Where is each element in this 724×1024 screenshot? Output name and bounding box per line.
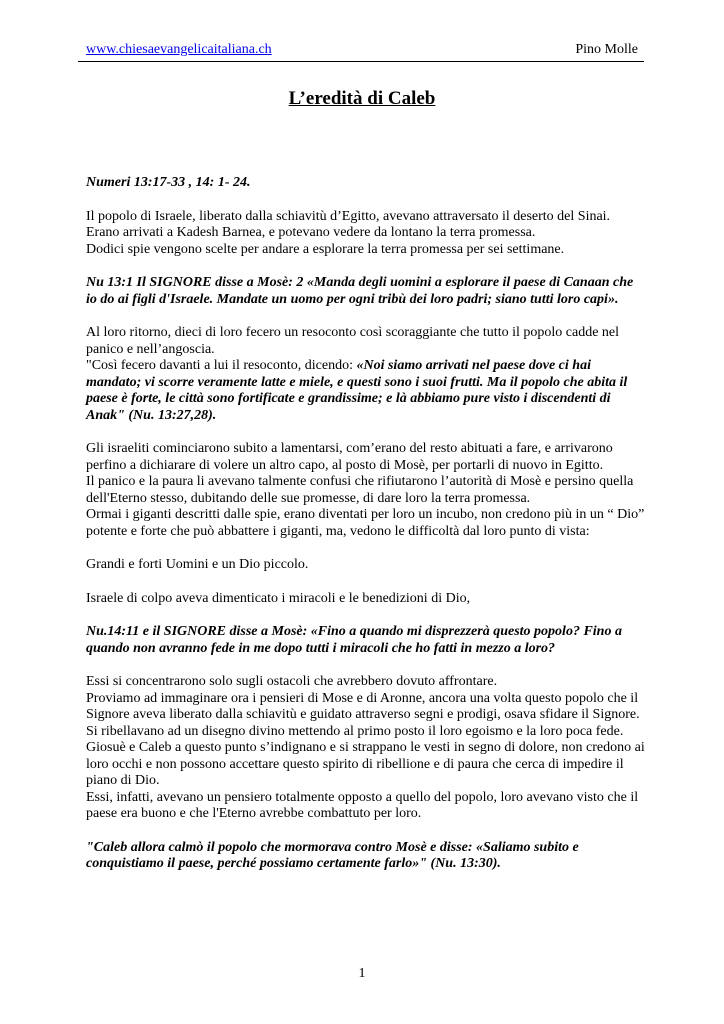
- text-line: Gli israeliti cominciarono subito a lamentarsi, com’erano del resto abituati a fare, e arrivarono perfino a dichiarare di volere un altro capo, al posto di Mosè, per portarli di nuovo in Egitto.: [86, 441, 613, 473]
- paragraph-return: [86, 325, 646, 424]
- text-line: Essi si concentrarono solo sugli ostacoli che avrebbero dovuto affrontare.: [86, 674, 498, 689]
- text-line: Il popolo di Israele, liberato dalla schiavitù d’Egitto, avevano attraversato il deserto del Sinai.: [86, 208, 611, 224]
- text-line: Giosuè e Caleb a questo punto s’indignano e si strappano le vesti in segno di dolore, non credono ai loro occhi e non possono accettare questo spirito di ribellione e di paura che cerca di impedire il piano di Dio.: [86, 740, 645, 788]
- text-line: Il panico e la paura li avevano talmente confusi che rifiutarono l’autorità di Mosè e persino quella dell'Eterno stesso, dubitando delle sue promesse, di dare loro la terra promessa.: [86, 474, 634, 506]
- paragraph-forgot: Israele di colpo aveva dimenticato i miracoli e le benedizioni di Dio,: [86, 590, 471, 606]
- text-line: Si ribellavano ad un disegno divino mettendo al primo posto il loro egoismo e la loro poca fede.: [86, 723, 624, 739]
- page-title: L’eredità di Caleb: [288, 88, 436, 109]
- bible-quote: Nu 13:1 Il SIGNORE disse a Mosè: 2 «Manda degli uomini a esplorare il paese di Canaan che io do ai figli d'Israele. Mandate un uomo per ogni tribù dei loro padri; siano tutti loro capi».: [86, 275, 634, 307]
- bible-quote: Nu.14:11 e il SIGNORE disse a Mosè: «Fino a quando mi disprezzerà questo popolo? Fino a quando non avranno fede in me dopo tutti i miracoli che ho fatti in mezzo a loro?: [86, 624, 622, 656]
- page-header: [78, 42, 644, 62]
- website-link[interactable]: www.chiesaevangelicaitaliana.ch: [86, 42, 272, 57]
- bible-quote: "Caleb allora calmò il popolo che mormorava contro Mosè e disse: «Saliamo subito e conquistiamo il paese, perché possiamo certamente farlo»" (Nu. 13:30).: [86, 839, 579, 871]
- text-line: Ormai i giganti descritti dalle spie, erano diventati per loro un incubo, non credono più in un “ Dio” potente e forte che può abbattere i giganti, ma, vedono le difficoltà dal loro punto di vista:: [86, 507, 645, 539]
- author-name: Pino Molle: [575, 42, 638, 57]
- page-number: 1: [358, 966, 366, 981]
- document-body: [86, 175, 646, 890]
- text-line: Essi, infatti, avevano un pensiero totalmente opposto a quello del popolo, loro avevano visto che il paese era buono e che l'Eterno avrebbe combattuto per loro.: [86, 789, 639, 821]
- text-line: Dodici spie vengono scelte per andare a esplorare la terra promessa per sei settimane.: [86, 241, 565, 257]
- text-line: Al loro ritorno, dieci di loro fecero un resoconto così scoraggiante che tutto il popolo cadde nel panico e nell’angoscia.: [86, 325, 620, 357]
- text-line: Proviamo ad immaginare ora i pensieri di Mose e di Aronne, ancora una volta questo popolo che il Signore aveva liberato dalla schiavitù e guidato attraverso segni e prodigi, osava sfidare il Signore.: [86, 690, 640, 722]
- paragraph-statement: Grandi e forti Uomini e un Dio piccolo.: [86, 557, 309, 572]
- text-line: Erano arrivati a Kadesh Barnea, e potevano vedere da lontano la terra promessa.: [86, 225, 536, 240]
- paragraph-lament: [86, 441, 646, 540]
- inline-quote: «Noi siamo arrivati nel paese dove ci hai mandato; vi scorre veramente latte e miele, e questi sono i suoi frutti. Ma il popolo che abita il paese è forte, le città sono fortificate e grandissime; e là abbiamo pure visto i discendenti di Anak" (Nu. 13:27,28).: [86, 358, 628, 423]
- scripture-reference: Numeri 13:17-33 , 14: 1- 24.: [86, 175, 251, 190]
- text-line: "Così fecero davanti a lui il resoconto, dicendo:: [86, 358, 357, 373]
- paragraph-intro: [86, 209, 646, 259]
- paragraph-obstacles: [86, 674, 646, 823]
